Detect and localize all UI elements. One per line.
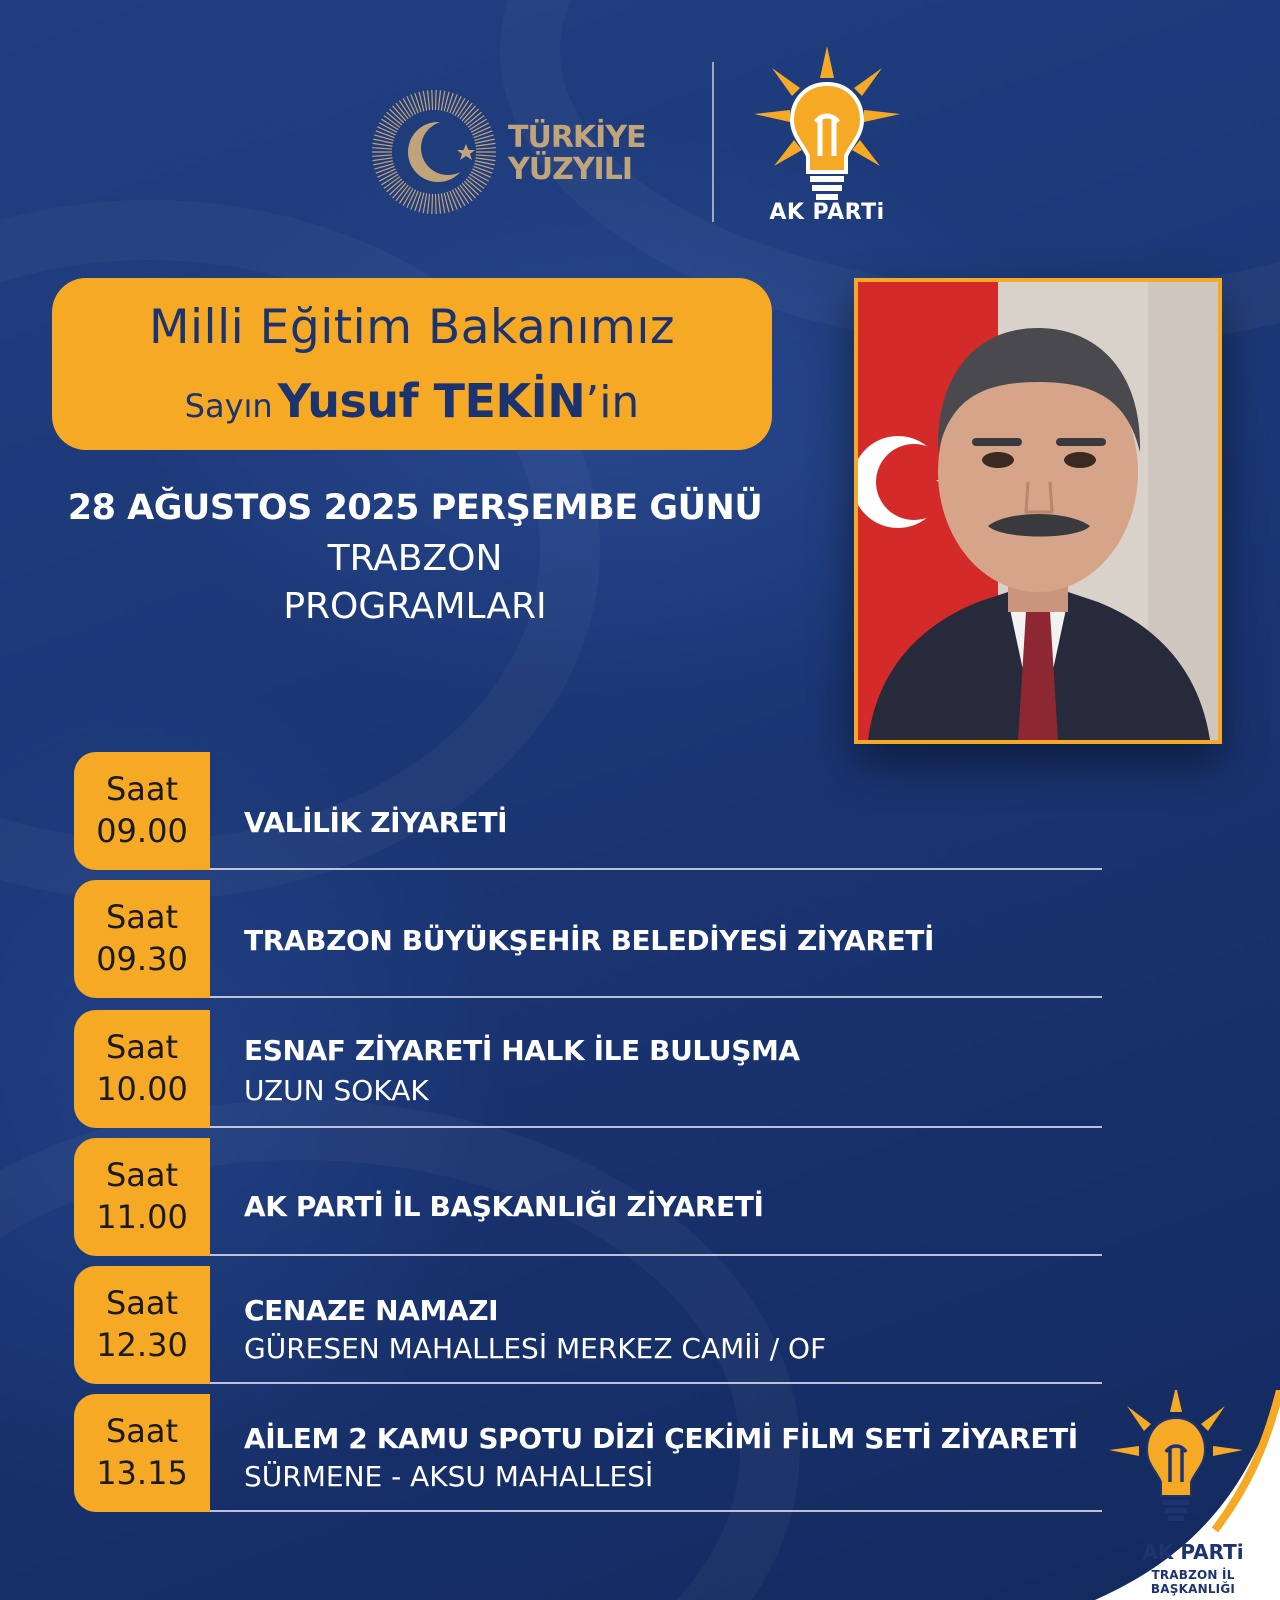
sunburst-ray <box>441 193 444 213</box>
title-line2 <box>52 374 772 428</box>
time-box <box>74 1138 210 1256</box>
header-divider <box>712 62 714 222</box>
event-title: TRABZON BÜYÜKŞEHİR BELEDİYESİ ZİYARETİ <box>244 924 935 957</box>
sunburst-ray <box>372 155 392 156</box>
schedule-item <box>74 752 1102 870</box>
sunburst-ray <box>432 90 433 110</box>
sunburst-ray <box>372 148 392 149</box>
row-divider <box>210 996 1102 998</box>
time-value: 09.30 <box>96 940 188 978</box>
ak-parti-logo-icon <box>752 44 902 204</box>
time-label: Saat <box>105 1412 179 1450</box>
sunburst-ray <box>476 158 496 161</box>
sunburst-ray <box>423 91 426 111</box>
event-location: UZUN SOKAK <box>244 1074 429 1107</box>
time-value: 11.00 <box>96 1198 188 1236</box>
event-location: GÜRESEN MAHALLESİ MERKEZ CAMİİ / OF <box>244 1332 827 1365</box>
sunburst-ray <box>411 95 418 114</box>
sunburst-ray <box>435 194 436 214</box>
row-divider <box>210 1126 1102 1128</box>
sunburst-ray <box>428 90 430 110</box>
schedule-item <box>74 1010 1102 1128</box>
logo-text-line2: YÜZYILI <box>508 152 633 187</box>
sunburst-ray <box>476 155 496 156</box>
sunburst-ray <box>432 194 433 214</box>
event-title: CENAZE NAMAZI <box>244 1294 499 1327</box>
time-label: Saat <box>105 1156 179 1194</box>
sunburst-ray <box>450 191 457 210</box>
time-box <box>74 1266 210 1384</box>
event-city: TRABZON <box>327 538 503 579</box>
row-divider <box>210 1254 1102 1256</box>
sunburst-ray <box>377 127 395 135</box>
sunburst-ray <box>411 191 418 210</box>
sunburst-ray <box>472 169 490 177</box>
sunburst-ray <box>476 148 496 149</box>
turkiye-yuzyili-logo-text <box>508 122 646 186</box>
time-box <box>74 1394 210 1512</box>
portrait-image <box>858 282 1218 740</box>
party-name: AK PARTi <box>769 200 885 225</box>
sunburst-ray <box>476 143 496 146</box>
time-label: Saat <box>105 1028 179 1066</box>
event-title: VALİLİK ZİYARETİ <box>244 806 508 839</box>
sunburst-ray <box>435 90 436 110</box>
sunburst-ray <box>472 127 490 135</box>
title-suffix: ’in <box>585 377 640 428</box>
event-date: 28 AĞUSTOS 2025 PERŞEMBE GÜNÜ <box>67 488 763 528</box>
logo-text-line1: TÜRKİYE <box>508 120 646 155</box>
minister-name: Yusuf TEKİN <box>277 374 586 428</box>
time-label: Saat <box>105 770 179 808</box>
time-value: 12.30 <box>96 1326 188 1364</box>
schedule-item <box>74 880 1102 998</box>
sunburst-ray <box>428 194 430 214</box>
sunburst-ray <box>441 91 444 111</box>
row-divider <box>210 1382 1102 1384</box>
time-box <box>74 1010 210 1128</box>
time-label: Saat <box>105 898 179 936</box>
event-programs: PROGRAMLARI <box>283 586 547 627</box>
footer-party-name: AK PARTi <box>1142 1540 1244 1564</box>
minister-portrait <box>854 278 1222 744</box>
row-divider <box>210 868 1102 870</box>
sunburst-ray <box>373 158 393 161</box>
sunburst-ray <box>377 169 395 177</box>
time-value: 10.00 <box>96 1070 188 1108</box>
footer-branch: TRABZON İL BAŞKANLIĞI <box>1150 1568 1236 1596</box>
event-location: SÜRMENE - AKSU MAHALLESİ <box>244 1460 654 1493</box>
schedule-item <box>74 1394 1102 1512</box>
time-value: 13.15 <box>96 1454 188 1492</box>
title-prefix: Sayın <box>184 387 273 425</box>
sunburst-ray <box>438 194 440 214</box>
sunburst-ray <box>423 193 426 213</box>
schedule-item <box>74 1138 1102 1256</box>
sunburst-ray <box>373 143 393 146</box>
schedule-item <box>74 1266 1102 1384</box>
time-box <box>74 880 210 998</box>
event-title: ESNAF ZİYARETİ HALK İLE BULUŞMA <box>244 1034 800 1067</box>
title-line1: Milli Eğitim Bakanımız <box>148 300 676 355</box>
time-label: Saat <box>105 1284 179 1322</box>
event-title: AK PARTİ İL BAŞKANLIĞI ZİYARETİ <box>244 1190 764 1223</box>
sunburst-ray <box>450 95 457 114</box>
title-box <box>52 278 772 450</box>
row-divider <box>210 1510 1102 1512</box>
sunburst-ray <box>438 90 440 110</box>
event-title: AİLEM 2 KAMU SPOTU DİZİ ÇEKİMİ FİLM SETİ ZİYARETİ <box>244 1422 1078 1455</box>
time-box <box>74 752 210 870</box>
time-value: 09.00 <box>96 812 188 850</box>
